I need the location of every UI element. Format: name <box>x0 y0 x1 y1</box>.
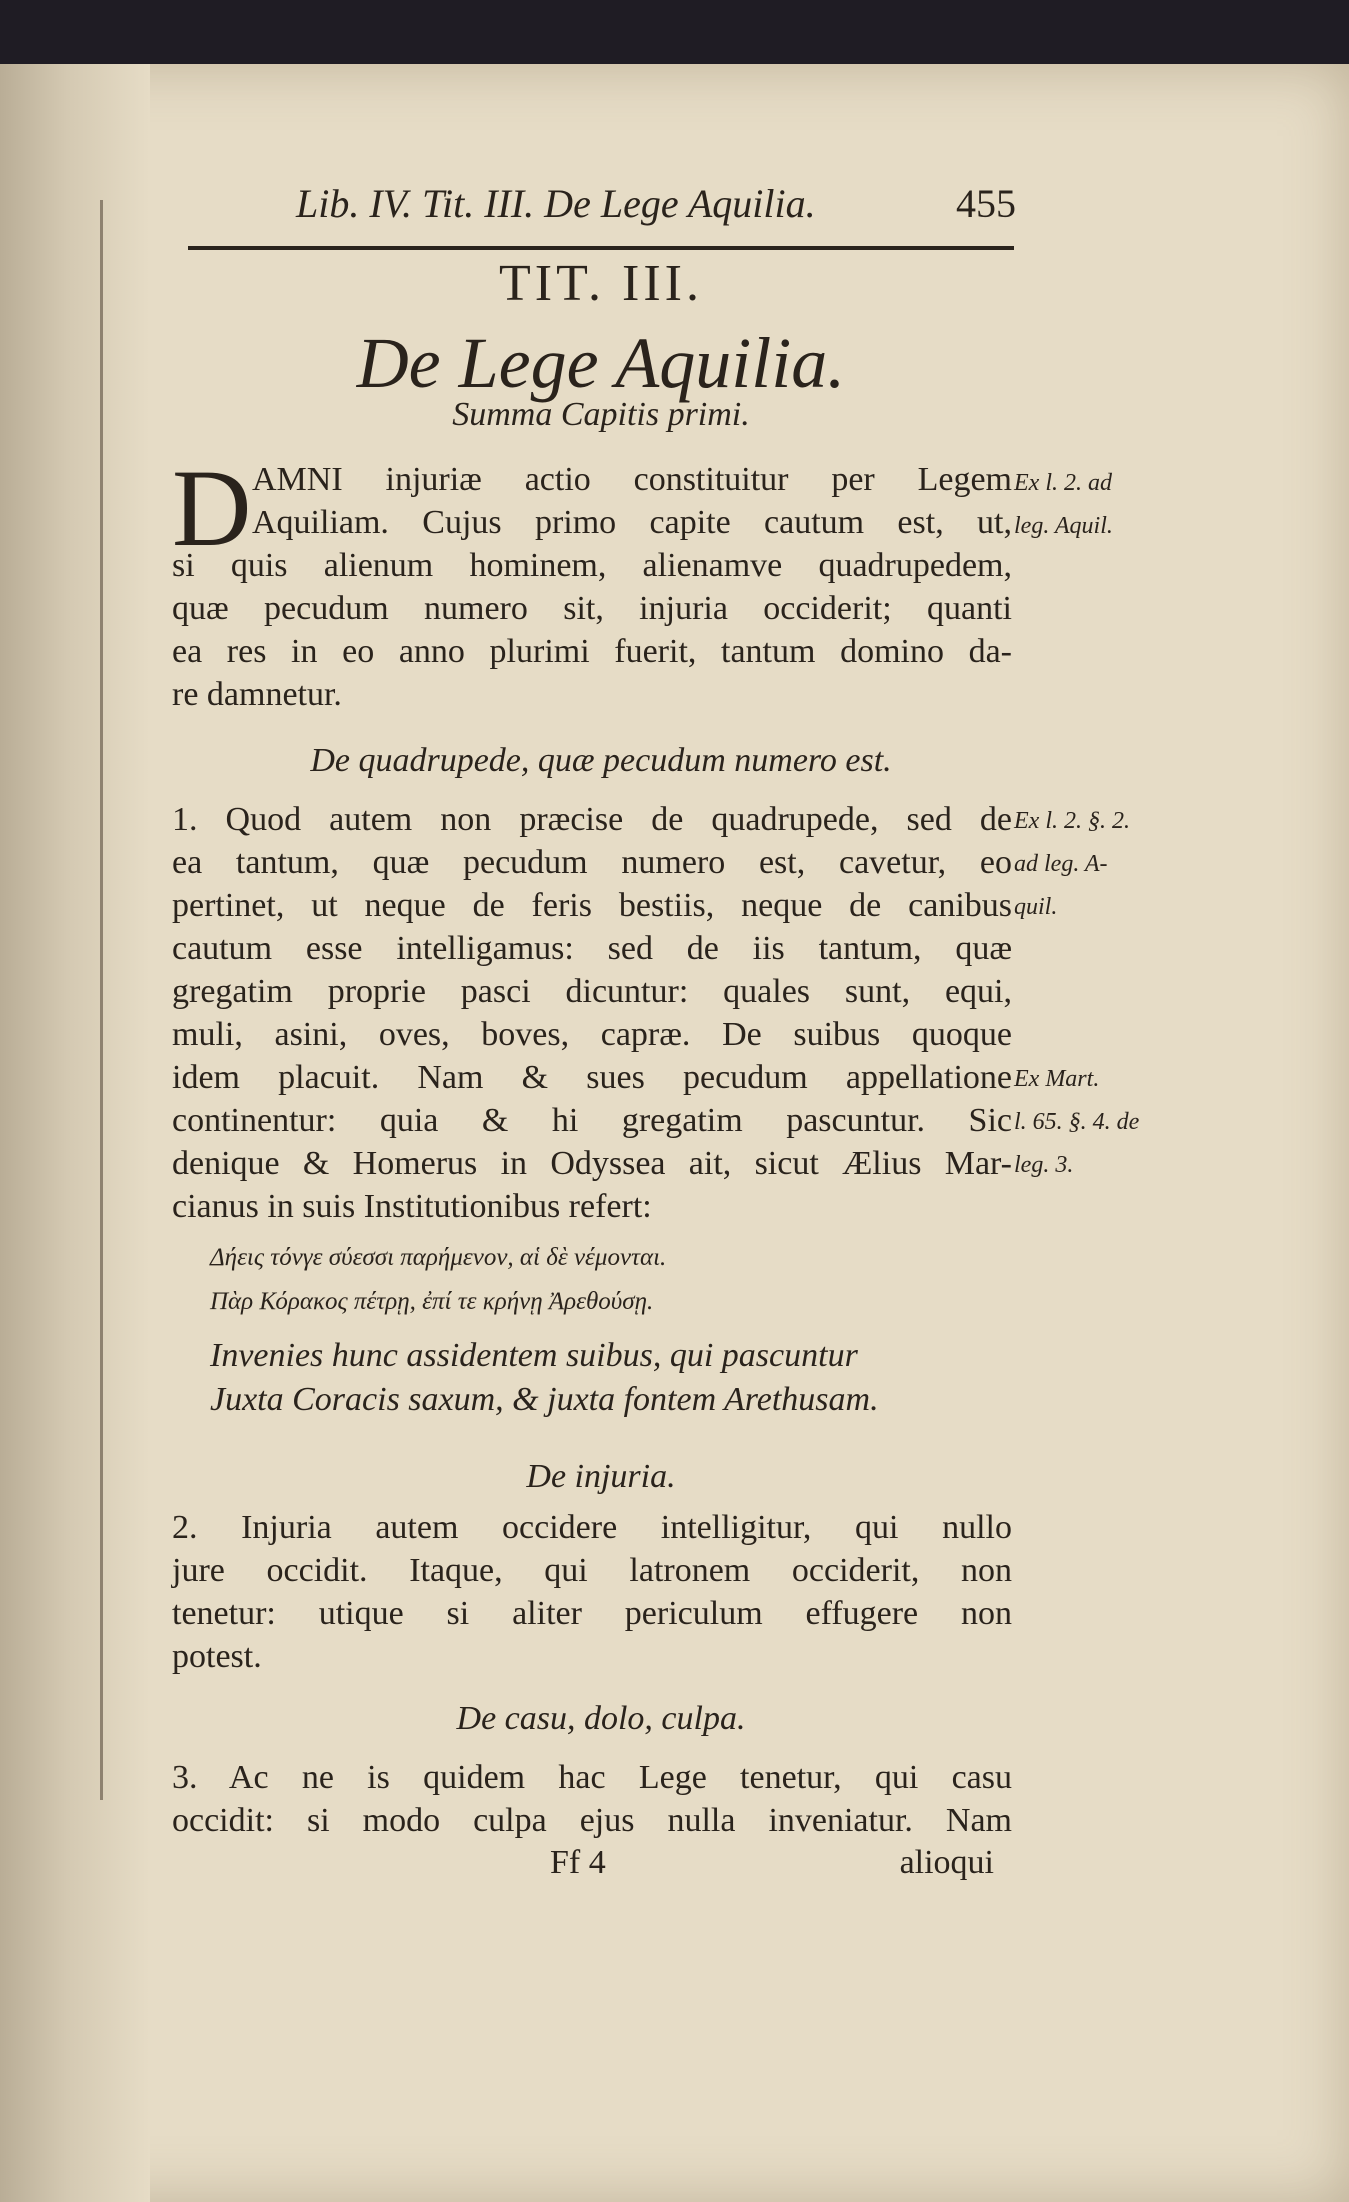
page-footer <box>172 1844 1012 1890</box>
text-line: jure occidit. Itaque, qui latronem occiderit, non <box>172 1552 1012 1589</box>
intro-paragraph <box>172 447 1012 716</box>
text-line: tenetur: utique si aliter periculum effugere non <box>172 1595 1012 1632</box>
signature-mark: Ff 4 <box>550 1844 606 1881</box>
title-number: TIT. III. <box>499 255 703 312</box>
greek-verse <box>210 1236 1010 1324</box>
side-note <box>1014 462 1164 548</box>
text-line: gregatim proprie pasci dicuntur: quales sunt, equi, <box>172 973 1012 1010</box>
text-line: muli, asini, oves, boves, capræ. De suibus quoque <box>172 1016 1012 1053</box>
side-note-line: Ex Mart. <box>1014 1066 1100 1092</box>
side-note-line: Ex l. 2. ad <box>1014 470 1112 496</box>
section-2-paragraph <box>172 1506 1012 1678</box>
chapter-summary-heading: Summa Capitis primi. <box>452 396 750 433</box>
running-head-title: Lib. IV. Tit. III. De Lege Aquilia. <box>296 181 816 226</box>
latin-verse-line: Invenies hunc assidentem suibus, qui pascuntur <box>210 1337 858 1374</box>
section-heading: De injuria. <box>526 1458 676 1495</box>
text-line: potest. <box>172 1638 262 1675</box>
latin-verse <box>210 1334 1010 1422</box>
text-line: idem placuit. Nam & sues pecudum appellatione <box>172 1059 1012 1096</box>
side-note-line: l. 65. §. 4. de <box>1014 1109 1140 1135</box>
side-note-line: quil. <box>1014 894 1058 920</box>
greek-verse-line: Δήεις τόνγε σύεσσι παρήμενον, αἱ δὲ νέμονται. <box>210 1244 667 1271</box>
latin-verse-line: Juxta Coracis saxum, & juxta fontem Arethusam. <box>210 1381 879 1418</box>
text-line: re damnetur. <box>172 676 342 713</box>
title-name: De Lege Aquilia. <box>356 323 846 403</box>
text-line: occidit: si modo culpa ejus nulla inveniatur. Nam <box>172 1802 1012 1839</box>
text-line: ea tantum, quæ pecudum numero est, cavetur, eo <box>172 844 1012 881</box>
margin-rule <box>100 200 103 1800</box>
side-note-line: leg. 3. <box>1014 1152 1074 1178</box>
text-line: continentur: quia & hi gregatim pascuntur. Sic <box>172 1102 1012 1139</box>
text-line: si quis alienum hominem, alienamve quadrupedem, <box>172 547 1012 584</box>
side-note <box>1014 1058 1164 1187</box>
catchword: alioqui <box>899 1844 994 1881</box>
text-line: 3. Ac ne is quidem hac Lege tenetur, qui casu <box>172 1759 1012 1796</box>
side-note-line: leg. Aquil. <box>1014 513 1113 539</box>
section-3-paragraph <box>172 1756 1012 1842</box>
page-number: 455 <box>956 181 1016 226</box>
text-line: cianus in suis Institutionibus refert: <box>172 1188 652 1225</box>
section-heading: De quadrupede, quæ pecudum numero est. <box>310 742 892 779</box>
side-note-line: Ex l. 2. §. 2. <box>1014 808 1130 834</box>
header-rule <box>188 246 1014 250</box>
text-line: denique & Homerus in Odyssea ait, sicut Ælius Mar- <box>172 1145 1012 1182</box>
side-note <box>1014 800 1164 929</box>
text-line: 2. Injuria autem occidere intelligitur, qui nullo <box>172 1509 1012 1546</box>
text-line: 1. Quod autem non præcise de quadrupede, sed de <box>172 801 1012 838</box>
section-heading: De casu, dolo, culpa. <box>456 1700 746 1737</box>
text-line: Aquiliam. Cujus primo capite cautum est, ut, <box>252 504 1012 541</box>
side-note-line: ad leg. A- <box>1014 851 1108 877</box>
text-line: pertinet, ut neque de feris bestiis, neque de canibus <box>172 887 1012 924</box>
text-line: quæ pecudum numero sit, injuria occiderit; quanti <box>172 590 1012 627</box>
text-line: cautum esse intelligamus: sed de iis tantum, quæ <box>172 930 1012 967</box>
page-gutter <box>0 64 150 2202</box>
text-line: AMNI injuriæ actio constituitur per Legem <box>252 461 1012 498</box>
greek-verse-line: Πὰρ Κόρακος πέτρῃ, ἐπί τε κρήνῃ Ἀρεθούσῃ. <box>210 1288 654 1315</box>
running-head <box>296 180 1016 236</box>
drop-cap: D <box>172 447 252 569</box>
section-1-paragraph <box>172 798 1012 1228</box>
text-line: ea res in eo anno plurimi fuerit, tantum domino da- <box>172 633 1012 670</box>
